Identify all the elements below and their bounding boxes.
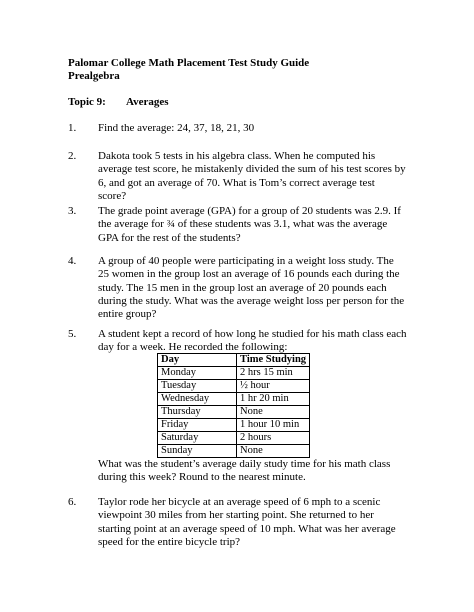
problem-6-number: 6. (68, 496, 77, 508)
day-cell: Sunday (158, 445, 237, 458)
time-cell: ½ hour (237, 380, 310, 393)
time-cell: 2 hours (237, 432, 310, 445)
problem-line: during the study. What was the average weight loss per person for the (98, 294, 405, 307)
table-row (158, 393, 310, 406)
problem-line: Dakota took 5 tests in his algebra class. When he computed his (98, 150, 376, 162)
day-cell: Thursday (158, 406, 237, 419)
problem-line: the average for ¾ of these students was 3.1, what was the average (98, 218, 388, 231)
document-subtitle: Prealgebra (68, 70, 120, 82)
column-header-day: Day (158, 354, 237, 367)
problem-line: A group of 40 people were participating in a weight loss study. The (98, 255, 394, 267)
problem-1-text (98, 122, 428, 135)
problem-line: GPA for the rest of the students? (98, 231, 241, 244)
time-cell: 1 hour 10 min (237, 419, 310, 432)
problem-line: Taylor rode her bicycle at an average speed of 6 mph to a scenic (98, 496, 381, 508)
time-cell: 1 hr 20 min (237, 393, 310, 406)
problem-line: A student kept a record of how long he studied for his math class each (98, 328, 407, 340)
table-row (158, 367, 310, 380)
problem-line: score? (98, 189, 127, 202)
topic-number: Topic 9: (68, 96, 106, 108)
table-row (158, 445, 310, 458)
day-cell: Saturday (158, 432, 237, 445)
problem-line: day for a week. He recorded the following: (98, 341, 288, 354)
problem-6-text (98, 496, 428, 549)
day-cell: Monday (158, 367, 237, 380)
problem-line: The grade point average (GPA) for a group of 20 students was 2.9. If (98, 205, 401, 217)
problem-line: Find the average: 24, 37, 18, 21, 30 (98, 122, 255, 134)
problem-2-text (98, 150, 428, 203)
table-row (158, 380, 310, 393)
day-cell: Friday (158, 419, 237, 432)
problem-line: What was the student’s average daily study time for his math class (98, 458, 391, 470)
problem-2-number: 2. (68, 150, 77, 162)
time-cell: 2 hrs 15 min (237, 367, 310, 380)
problem-line: 25 women in the group lost an average of 16 pounds each during the (98, 268, 400, 281)
problem-line: average test score, he mistakenly divided the sum of his test scores by (98, 163, 406, 176)
column-header-time: Time Studying (237, 354, 310, 367)
problem-3-number: 3. (68, 205, 77, 217)
problem-line: during this week? Round to the nearest minute. (98, 471, 306, 484)
table-row (158, 432, 310, 445)
table-row (158, 406, 310, 419)
problem-4-number: 4. (68, 255, 77, 267)
document-title: Palomar College Math Placement Test Study Guide (68, 57, 310, 69)
problem-5-followup (98, 458, 428, 485)
problem-5-text (98, 328, 428, 355)
problem-line: entire group? (98, 308, 157, 321)
problem-5-number: 5. (68, 328, 77, 340)
table-header-row (158, 354, 310, 367)
topic-name: Averages (126, 96, 169, 108)
problem-4-text (98, 255, 428, 321)
problem-line: starting point at an average speed of 10 mph. What was her average (98, 522, 396, 535)
study-time-table (157, 353, 310, 458)
time-cell: None (237, 406, 310, 419)
problem-3-text (98, 205, 428, 245)
problem-line: study. The 15 men in the group lost an average of 20 pounds each (98, 281, 387, 294)
problem-line: viewpoint 30 miles from her starting point. She returned to her (98, 509, 374, 522)
time-cell: None (237, 445, 310, 458)
day-cell: Wednesday (158, 393, 237, 406)
problem-line: 6, and got an average of 70. What is Tom’s correct average test (98, 176, 375, 189)
problem-line: speed for the entire bicycle trip? (98, 535, 241, 548)
problem-1-number: 1. (68, 122, 77, 134)
day-cell: Tuesday (158, 380, 237, 393)
table-row (158, 419, 310, 432)
